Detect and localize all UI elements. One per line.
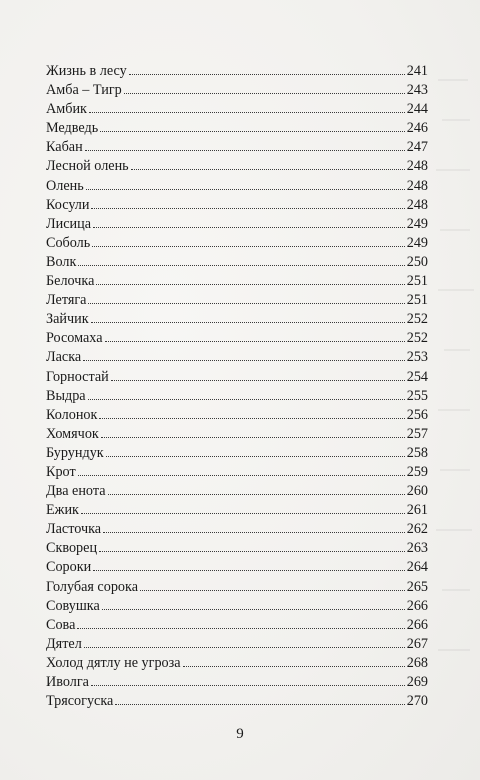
toc-entry xyxy=(46,215,428,234)
toc-entry-page: 257 xyxy=(406,425,428,442)
toc-entry xyxy=(46,329,428,348)
toc-entry-title: Сороки xyxy=(46,559,92,576)
dot-leader xyxy=(78,475,405,476)
toc-entry-page: 263 xyxy=(406,540,428,557)
dot-leader xyxy=(85,150,405,151)
toc-entry-page: 269 xyxy=(406,674,428,690)
toc-entry xyxy=(46,81,428,100)
toc-entry-page: 251 xyxy=(406,273,428,290)
toc-entry-title: Лисица xyxy=(46,215,91,232)
dot-leader xyxy=(101,437,405,438)
dot-leader xyxy=(108,494,405,495)
dot-leader xyxy=(115,704,404,705)
toc-entry-title: Колонок xyxy=(46,406,98,423)
toc-entry xyxy=(46,234,428,253)
toc-entry xyxy=(46,692,428,711)
dot-leader xyxy=(78,265,404,266)
toc-entry xyxy=(46,635,428,654)
toc-entry-title: Сова xyxy=(46,616,76,633)
dot-leader xyxy=(111,380,405,381)
toc-entry-title: Косули xyxy=(46,196,90,213)
toc-entry-title: Выдра xyxy=(46,387,86,404)
toc-entry-page: 251 xyxy=(406,292,428,309)
dot-leader xyxy=(140,590,405,591)
toc-entry-page: 250 xyxy=(406,253,428,270)
toc-entry-title: Бурундук xyxy=(46,444,104,461)
toc-entry-title: Летяга xyxy=(46,292,87,309)
toc-entry xyxy=(46,100,428,119)
toc-entry xyxy=(46,558,428,577)
dot-leader xyxy=(92,246,404,247)
dot-leader xyxy=(84,647,405,648)
toc-entry-page: 248 xyxy=(406,196,428,213)
dot-leader xyxy=(86,189,405,190)
dot-leader xyxy=(106,456,405,457)
toc-entry-title: Иволга xyxy=(46,674,89,690)
dot-leader xyxy=(83,360,405,361)
toc-entry-title: Волк xyxy=(46,253,77,270)
toc-entry-title: Амба – Тигр xyxy=(46,82,122,99)
toc-entry-page: 259 xyxy=(406,463,428,480)
dot-leader xyxy=(103,532,405,533)
toc-entry xyxy=(46,62,428,81)
toc-entry xyxy=(46,425,428,444)
toc-entry-page: 248 xyxy=(406,158,428,175)
dot-leader xyxy=(81,513,405,514)
dot-leader xyxy=(96,284,404,285)
toc-entry-page: 268 xyxy=(406,654,428,671)
dot-leader xyxy=(89,112,405,113)
toc-entry-page: 266 xyxy=(406,616,428,633)
toc-entry xyxy=(46,177,428,196)
toc-entry xyxy=(46,520,428,539)
toc-entry-page: 266 xyxy=(406,597,428,614)
toc-entry xyxy=(46,444,428,463)
toc-entry xyxy=(46,368,428,387)
toc-entry xyxy=(46,138,428,157)
toc-entry-title: Росомаха xyxy=(46,330,103,347)
toc-entry-title: Ласка xyxy=(46,349,82,366)
toc-entry-page: 258 xyxy=(406,444,428,461)
toc-entry-title: Белочка xyxy=(46,273,95,290)
toc-entry-title: Лесной олень xyxy=(46,158,129,175)
toc-entry xyxy=(46,291,428,310)
dot-leader xyxy=(91,685,405,686)
dot-leader xyxy=(131,169,405,170)
dot-leader xyxy=(77,628,404,629)
toc-entry-title: Два енота xyxy=(46,483,106,500)
toc-entry-title: Хомячок xyxy=(46,425,99,442)
dot-leader xyxy=(105,341,405,342)
toc-entry-page: 254 xyxy=(406,368,428,385)
toc-entry xyxy=(46,673,428,692)
toc-entry-page: 265 xyxy=(406,578,428,595)
dot-leader xyxy=(93,570,404,571)
toc-entry xyxy=(46,616,428,635)
toc-entry xyxy=(46,406,428,425)
table-of-contents xyxy=(46,62,428,711)
toc-entry-title: Амбик xyxy=(46,101,87,118)
dot-leader xyxy=(102,609,405,610)
dot-leader xyxy=(99,418,404,419)
toc-entry xyxy=(46,463,428,482)
toc-entry-page: 256 xyxy=(406,406,428,423)
toc-entry-title: Горностай xyxy=(46,368,109,385)
toc-entry-page: 261 xyxy=(406,502,428,519)
toc-entry-title: Жизнь в лесу xyxy=(46,63,127,79)
toc-entry xyxy=(46,119,428,138)
toc-entry xyxy=(46,348,428,367)
toc-entry-page: 243 xyxy=(406,82,428,99)
toc-entry-title: Кабан xyxy=(46,139,83,156)
toc-entry-page: 255 xyxy=(406,387,428,404)
toc-entry xyxy=(46,196,428,215)
dot-leader xyxy=(129,74,405,75)
dot-leader xyxy=(99,551,405,552)
toc-entry xyxy=(46,272,428,291)
show-through-text xyxy=(432,60,480,700)
dot-leader xyxy=(88,399,405,400)
toc-entry-page: 264 xyxy=(406,559,428,576)
dot-leader xyxy=(88,303,404,304)
toc-entry-page: 267 xyxy=(406,635,428,652)
toc-entry xyxy=(46,539,428,558)
toc-entry-title: Дятел xyxy=(46,635,82,652)
toc-entry-title: Соболь xyxy=(46,234,91,251)
toc-entry-page: 252 xyxy=(406,330,428,347)
dot-leader xyxy=(100,131,405,132)
toc-entry xyxy=(46,157,428,176)
toc-entry xyxy=(46,310,428,329)
toc-entry-page: 244 xyxy=(406,101,428,118)
toc-entry-page: 270 xyxy=(406,693,428,710)
toc-entry-title: Олень xyxy=(46,177,84,194)
toc-entry-title: Ласточка xyxy=(46,521,102,538)
toc-entry-page: 248 xyxy=(406,177,428,194)
toc-entry xyxy=(46,597,428,616)
toc-entry xyxy=(46,482,428,501)
toc-entry-page: 252 xyxy=(406,311,428,328)
toc-entry-page: 260 xyxy=(406,483,428,500)
toc-entry-title: Трясогуска xyxy=(46,693,114,710)
dot-leader xyxy=(93,227,405,228)
toc-entry-title: Ежик xyxy=(46,502,79,519)
toc-entry xyxy=(46,578,428,597)
toc-entry-title: Холод дятлу не угроза xyxy=(46,654,181,671)
toc-entry-page: 241 xyxy=(406,63,428,79)
toc-entry xyxy=(46,387,428,406)
dot-leader xyxy=(91,208,404,209)
dot-leader xyxy=(183,666,405,667)
toc-entry xyxy=(46,501,428,520)
toc-entry-page: 253 xyxy=(406,349,428,366)
toc-entry-title: Крот xyxy=(46,463,76,480)
page-number: 9 xyxy=(236,726,244,742)
toc-entry xyxy=(46,654,428,673)
toc-entry-title: Голубая сорока xyxy=(46,578,138,595)
toc-entry-page: 249 xyxy=(406,215,428,232)
dot-leader xyxy=(124,93,405,94)
toc-entry-title: Совушка xyxy=(46,597,100,614)
toc-entry-page: 247 xyxy=(406,139,428,156)
toc-entry xyxy=(46,253,428,272)
dot-leader xyxy=(91,322,405,323)
toc-entry-page: 262 xyxy=(406,521,428,538)
toc-entry-title: Скворец xyxy=(46,540,98,557)
toc-entry-page: 249 xyxy=(406,234,428,251)
toc-entry-page: 246 xyxy=(406,120,428,137)
toc-entry-title: Зайчик xyxy=(46,311,89,328)
toc-entry-title: Медведь xyxy=(46,120,99,137)
